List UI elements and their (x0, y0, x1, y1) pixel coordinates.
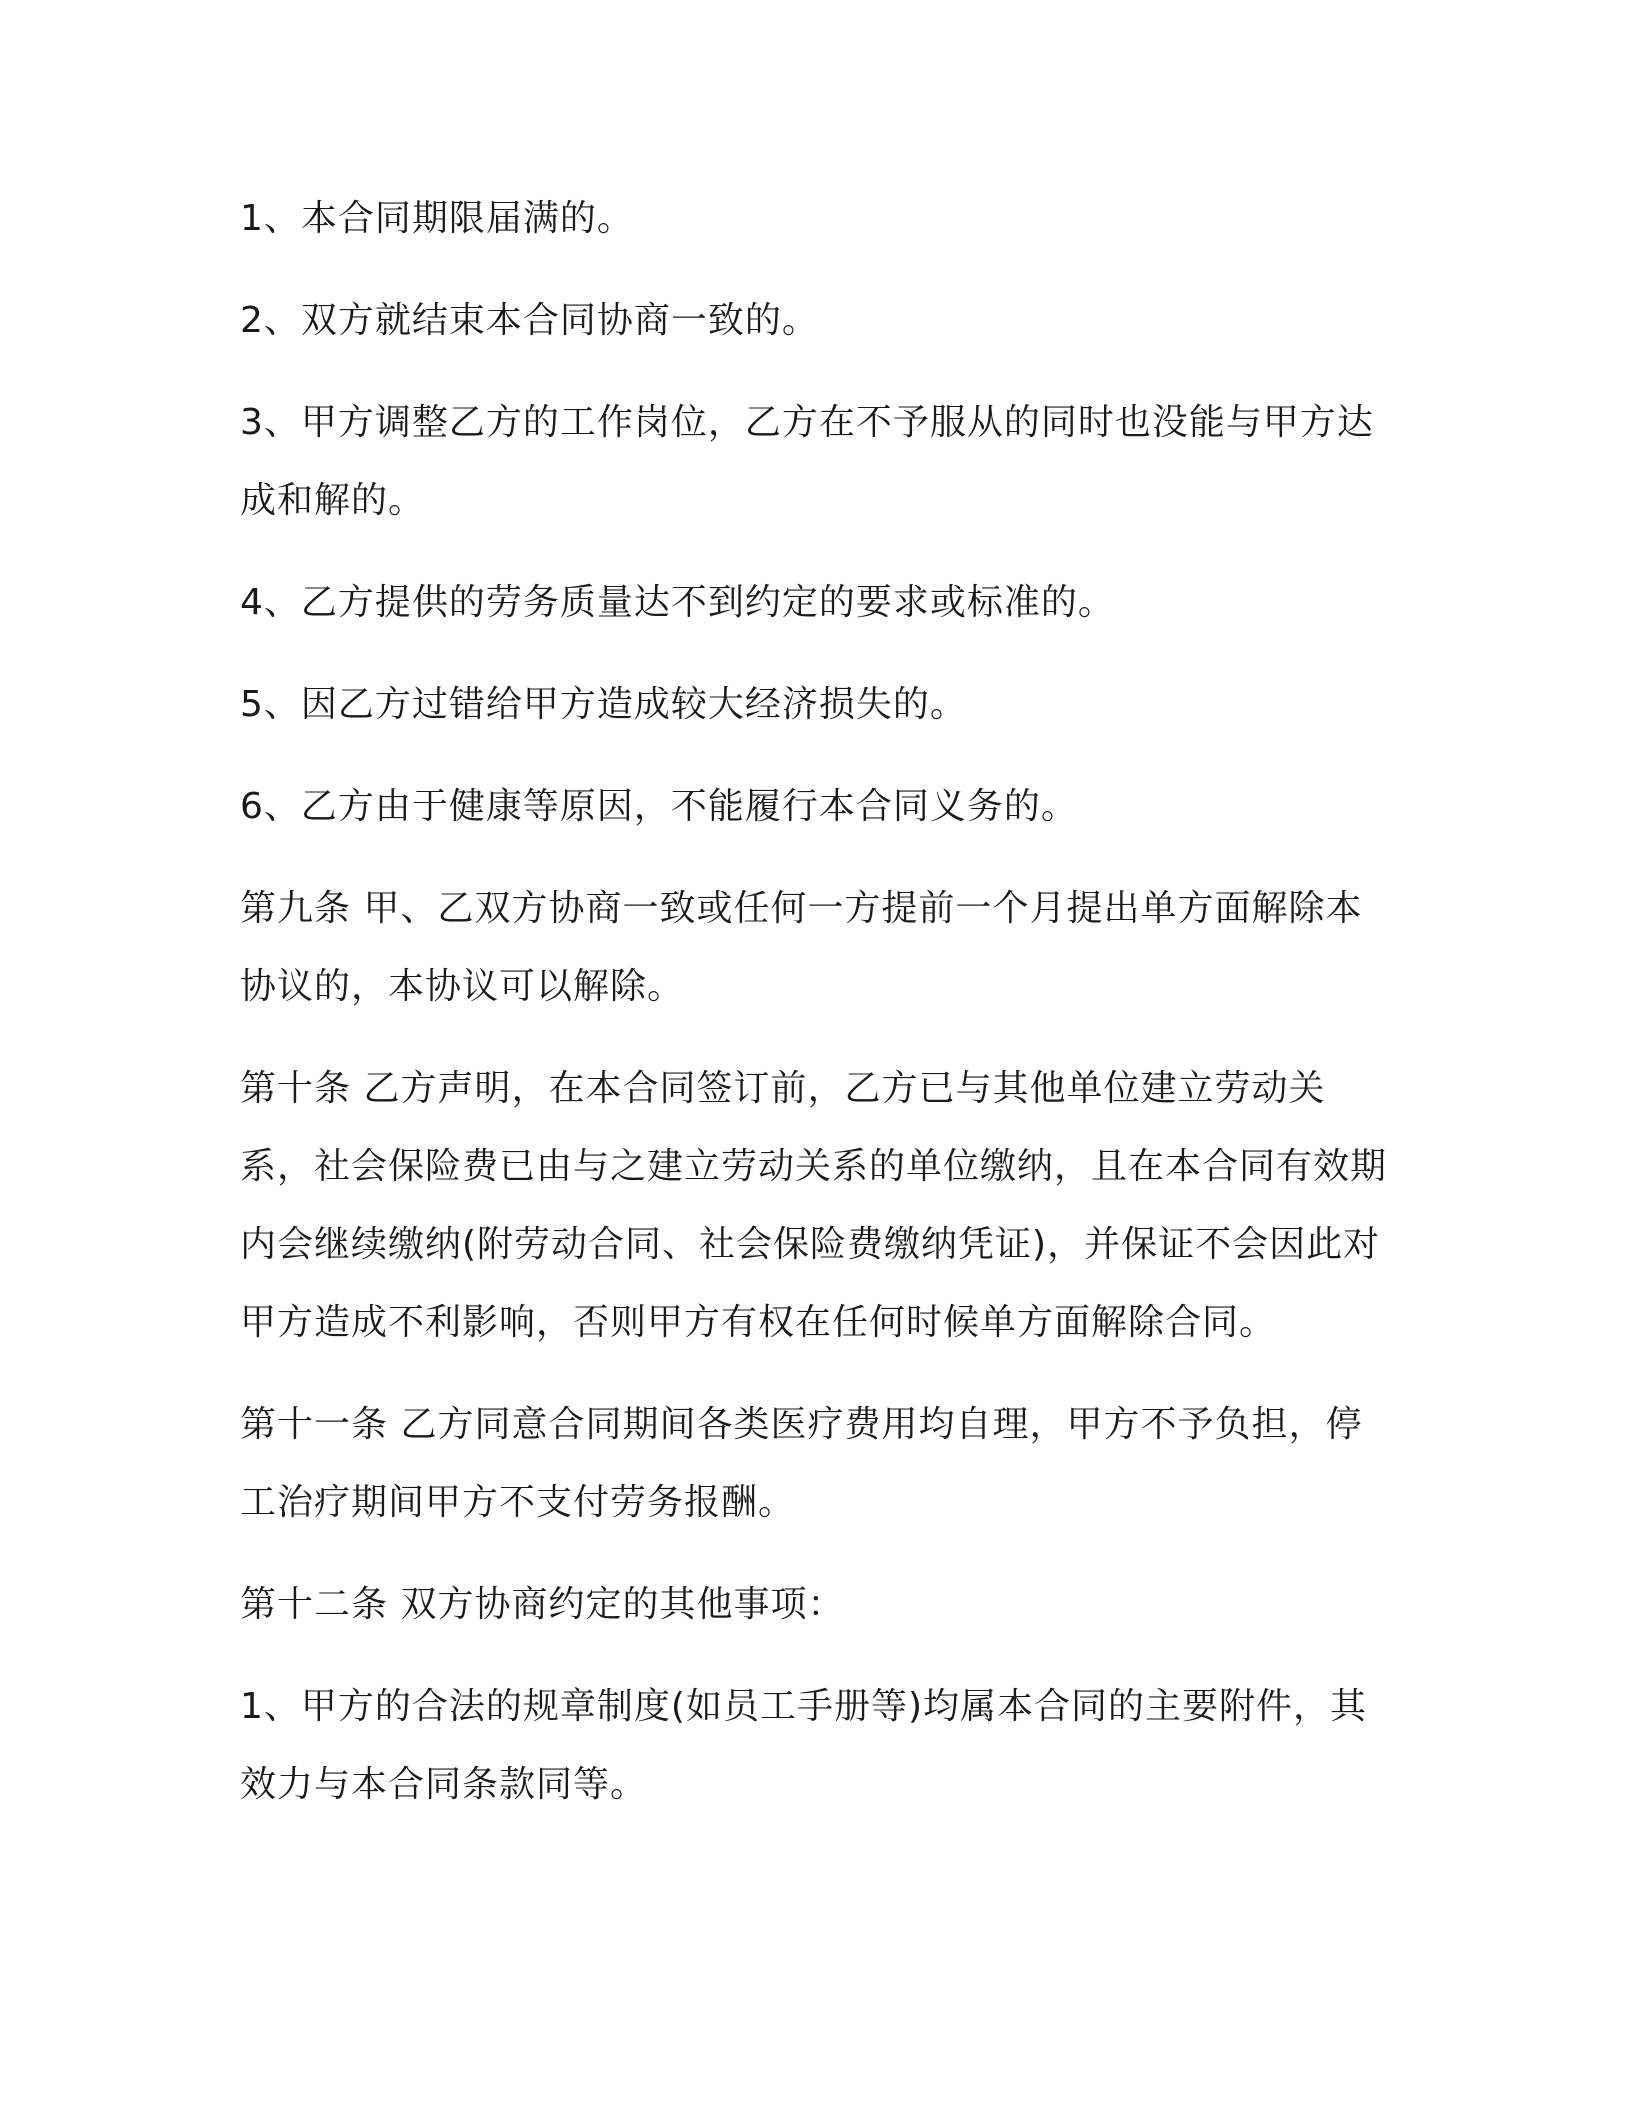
article-10: 第十条 乙方声明，在本合同签订前，乙方已与其他单位建立劳动关系，社会保险费已由与之建立劳动关系的单位缴纳，且在本合同有效期内会继续缴纳(附劳动合同、社会保险费缴纳凭证)，并保证不会因此对甲方造成不利影响，否则甲方有权在任何时候单方面解除合同。 (240, 1068, 1388, 1343)
article-12-item-1: 1、甲方的合法的规章制度(如员工手册等)均属本合同的主要附件，其效力与本合同条款同等。 (240, 1686, 1367, 1805)
article-11: 第十一条 乙方同意合同期间各类医疗费用均自理，甲方不予负担，停工治疗期间甲方不支付劳务报酬。 (240, 1404, 1363, 1523)
clause-item-4: 4、乙方提供的劳务质量达不到约定的要求或标准的。 (240, 582, 1115, 623)
clause-item-1: 1、本合同期限届满的。 (240, 198, 634, 239)
clause-item-5: 5、因乙方过错给甲方造成较大经济损失的。 (240, 684, 967, 725)
article-12: 第十二条 双方协商约定的其他事项： (240, 1584, 845, 1625)
document-body (240, 180, 1390, 1848)
clause-item-3: 3、甲方调整乙方的工作岗位，乙方在不予服从的同时也没能与甲方达成和解的。 (240, 402, 1374, 521)
article-9: 第九条 甲、乙双方协商一致或任何一方提前一个月提出单方面解除本协议的，本协议可以解除。 (240, 888, 1363, 1007)
clause-item-2: 2、双方就结束本合同协商一致的。 (240, 300, 819, 341)
clause-item-6: 6、乙方由于健康等原因，不能履行本合同义务的。 (240, 786, 1078, 827)
